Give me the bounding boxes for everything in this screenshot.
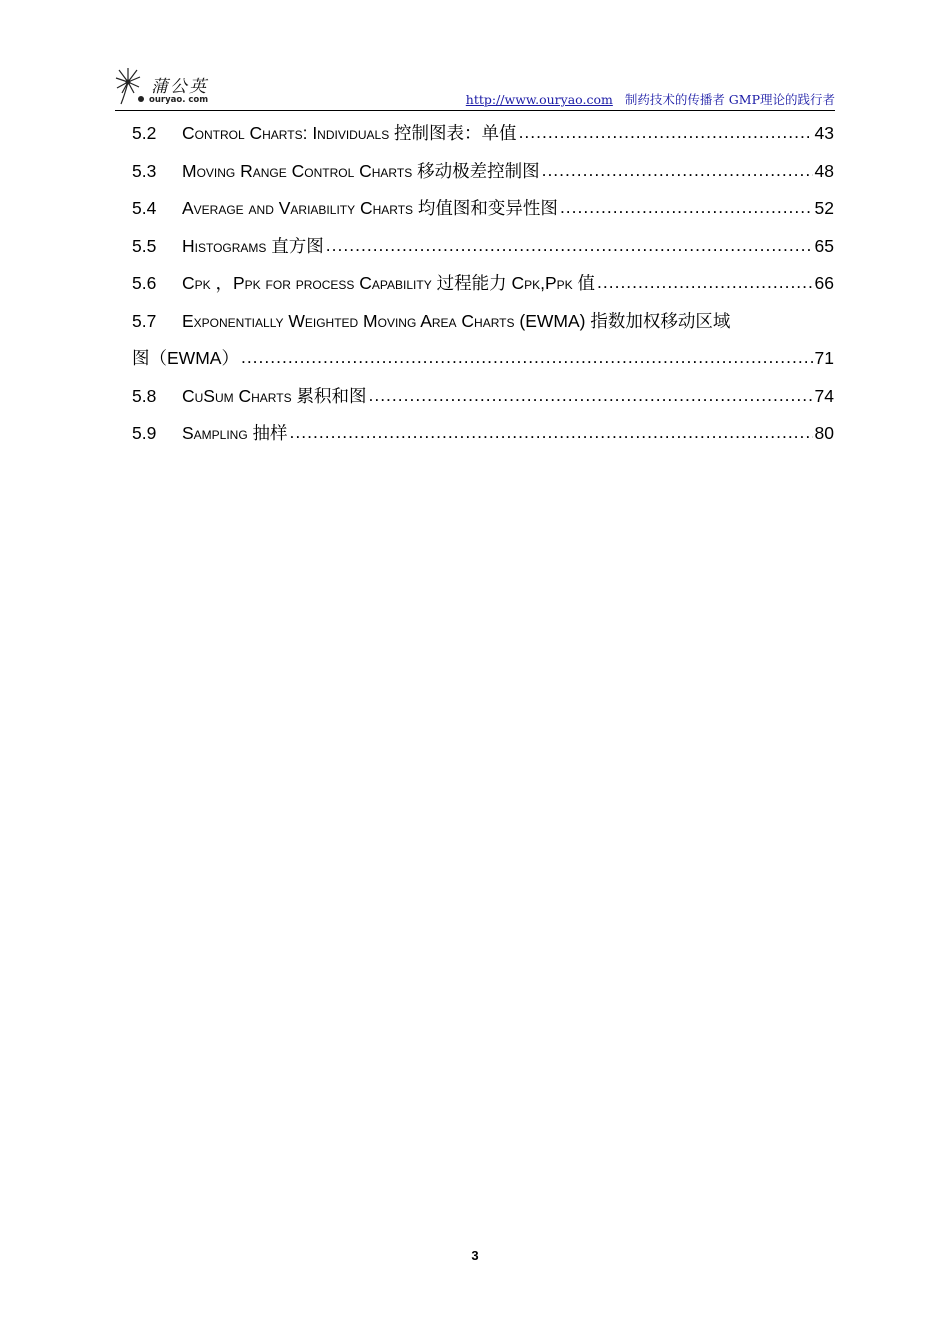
toc-number: 5.4 [132, 198, 157, 218]
toc-title: Sampling 抽样 [182, 423, 288, 443]
toc-page: 66 [814, 273, 834, 293]
toc-page: 48 [814, 160, 834, 181]
website-link[interactable]: http://www.ouryao.com [465, 92, 613, 107]
toc-number: 5.9 [132, 423, 157, 443]
toc-entry[interactable] [132, 231, 834, 269]
toc-page: 52 [814, 198, 834, 218]
toc-leader [542, 155, 813, 185]
toc-leader [368, 380, 812, 410]
toc-page: 74 [814, 385, 834, 406]
toc-page: 65 [814, 235, 834, 256]
toc-number: 5.8 [132, 385, 157, 406]
toc-entry-continuation[interactable] [132, 343, 834, 381]
toc-entry[interactable] [132, 268, 834, 306]
toc-leader [326, 230, 813, 260]
table-of-contents [132, 118, 834, 456]
toc-title: Exponentially Weighted Moving Area Charts (EWMA) 指数加权移动区域 [182, 310, 731, 331]
toc-page: 43 [814, 123, 834, 143]
toc-title: Cpk ，Ppk for process Capability 过程能力 Cpk,Ppk 值 [182, 273, 595, 293]
toc-leader [519, 117, 813, 147]
logo [115, 66, 235, 108]
toc-title: 图（EWMA） [132, 348, 239, 368]
logo-subtext: ouryao. com [149, 95, 209, 105]
toc-number: 5.7 [132, 310, 157, 331]
toc-entry[interactable] [132, 306, 834, 344]
logo-text: 蒲公英 [151, 77, 208, 97]
toc-title: CuSum Charts 累积和图 [182, 385, 367, 406]
page-number: 3 [471, 1248, 479, 1263]
toc-number: 5.5 [132, 235, 157, 256]
toc-leader [290, 417, 813, 447]
toc-number: 5.6 [132, 273, 157, 293]
header-right [466, 90, 835, 108]
toc-leader [597, 267, 813, 297]
toc-entry[interactable] [132, 193, 834, 231]
toc-entry[interactable] [132, 381, 834, 419]
toc-page: 71 [814, 348, 834, 368]
header-tagline: 制药技术的传播者 GMP理论的践行者 [624, 92, 835, 107]
toc-number: 5.2 [132, 123, 157, 143]
toc-entry[interactable] [132, 156, 834, 194]
dandelion-logo-icon [115, 66, 149, 106]
toc-page: 80 [814, 423, 834, 443]
toc-entry[interactable] [132, 118, 834, 156]
toc-title: Histograms 直方图 [182, 235, 324, 256]
toc-title: Average and Variability Charts 均值图和变异性图 [182, 198, 558, 218]
toc-leader [241, 342, 813, 372]
toc-number: 5.3 [132, 160, 157, 181]
toc-entry[interactable] [132, 418, 834, 456]
toc-leader [560, 192, 813, 222]
page-header [115, 66, 835, 111]
toc-title: Moving Range Control Charts 移动极差控制图 [182, 160, 540, 181]
toc-title: Control Charts: Individuals 控制图表：单值 [182, 123, 517, 143]
